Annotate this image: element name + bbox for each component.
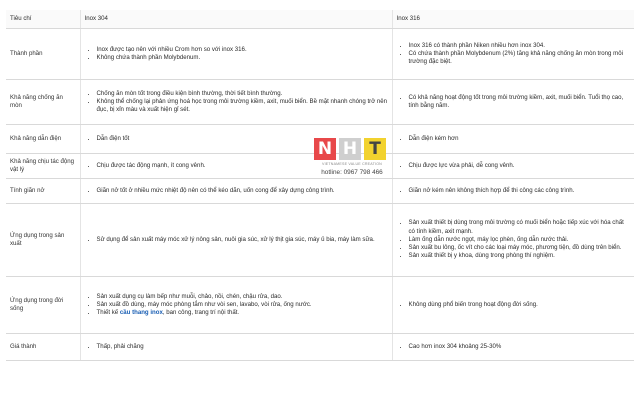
criterion-label: Thành phần <box>6 29 80 80</box>
logo-tagline: VIETNAMESE VALUE CREATION <box>322 162 382 166</box>
list-item: • Dẫn điện tốt <box>97 135 388 143</box>
criterion-label: Khả năng dẫn điện <box>6 125 80 154</box>
list-item: • Không chứa thành phần Molybdenum. <box>97 54 388 62</box>
list-item: • Inox 316 có thành phần Niken nhiều hơn inox 304. <box>409 42 631 50</box>
header-criterion: Tiêu chí <box>6 10 80 29</box>
list-item: • Giãn nở kém nên không thích hợp để thi công các công trình. <box>409 187 631 195</box>
list-item: • Có khả năng hoạt động tốt trong môi trường kiềm, axit, muối biển. Tuổi thọ cao, tính bằng năm. <box>409 94 631 110</box>
table-row <box>6 29 634 80</box>
logo-letter-n: N <box>314 138 336 160</box>
link-prefix: Thiết kế <box>96 309 120 317</box>
list-item: • Sử dụng để sản xuất máy móc xử lý nông sản, nuôi gia súc, xử lý thịt gia súc, máy ủ bia, máy làm sữa. <box>97 236 388 244</box>
criterion-label: Tính giãn nở <box>6 179 80 204</box>
list-item: • Sản xuất thiết bị y khoa, dùng trong phòng thí nghiệm. <box>409 252 631 260</box>
nht-watermark-logo <box>312 138 392 184</box>
list-item: • Inox được tạo nên với nhiều Crom hơn so với inox 316. <box>97 46 388 54</box>
list-item: • Có chứa thành phần Molybdenum (2%) tăng khả năng chống ăn mòn trong môi trường đặc biệt. <box>409 50 631 66</box>
list-item: • Chịu được tác động mạnh, ít cong vênh. <box>97 162 388 170</box>
criterion-label: Khả năng chống ăn mòn <box>6 80 80 125</box>
list-item: • Dẫn điện kém hơn <box>409 135 631 143</box>
list-item: • Chịu được lực vừa phải, dễ cong vênh. <box>409 162 631 170</box>
stair-link[interactable]: cầu thang inox <box>119 309 163 317</box>
header-inox-316: Inox 316 <box>392 10 634 29</box>
list-item: • Làm ống dẫn nước ngọt, máy lọc phèn, ống dẫn nước thải. <box>409 236 631 244</box>
criterion-label: Ứng dụng trong sản xuất <box>6 204 80 277</box>
table-row <box>6 204 634 277</box>
list-item: • Giãn nở tốt ở nhiều mức nhiệt độ nên có thể kéo dãn, uốn cong để xây dựng công trình. <box>97 187 388 195</box>
table-row <box>6 277 634 334</box>
comparison-table <box>6 10 634 361</box>
list-item <box>97 309 388 317</box>
criterion-label: Ứng dụng trong đời sống <box>6 277 80 334</box>
list-item: • Không thể chống lại phản ứng hoá học trong môi trường kiềm, axit, muối biển. Bề mặt nhanh chóng trở nên đục, bị xỉn màu và xuất hiện gỉ sét. <box>97 98 388 114</box>
link-suffix: , ban công, trang trí nội thất. <box>162 309 240 317</box>
hotline-text: hotline: 0967 798 466 <box>321 169 383 176</box>
list-item: • Thấp, phải chăng <box>97 343 388 351</box>
table-row <box>6 80 634 125</box>
list-item: • Sản xuất bu lông, ốc vít cho các loại máy móc, phương tiện, đồ dùng trên biển. <box>409 244 631 252</box>
list-item: • Chống ăn mòn tốt trong điều kiện bình thường, thời tiết bình thường. <box>97 90 388 98</box>
criterion-label: Giá thành <box>6 334 80 361</box>
header-inox-304: Inox 304 <box>80 10 392 29</box>
list-item: • Sản xuất đồ dùng, máy móc phòng tắm như vòi sen, lavabo, vòi rửa, ống nước. <box>97 301 388 309</box>
criterion-label: Khả năng chịu tác động vật lý <box>6 154 80 179</box>
table-header-row <box>6 10 634 29</box>
list-item: • Không dùng phổ biến trong hoạt động đời sống. <box>409 301 631 309</box>
table-row <box>6 334 634 361</box>
logo-letter-t: T <box>364 138 386 160</box>
logo-letter-h: H <box>339 138 361 160</box>
list-item: • Sản xuất thiết bị dùng trong môi trường có muối biển hoặc tiếp xúc với hóa chất có tính kiềm, axit mạnh. <box>409 219 631 235</box>
list-item: • Cao hơn inox 304 khoảng 25-30% <box>409 343 631 351</box>
list-item: • Sản xuất dụng cụ làm bếp như muỗi, chảo, nồi, chén, chậu rửa, dao. <box>97 293 388 301</box>
